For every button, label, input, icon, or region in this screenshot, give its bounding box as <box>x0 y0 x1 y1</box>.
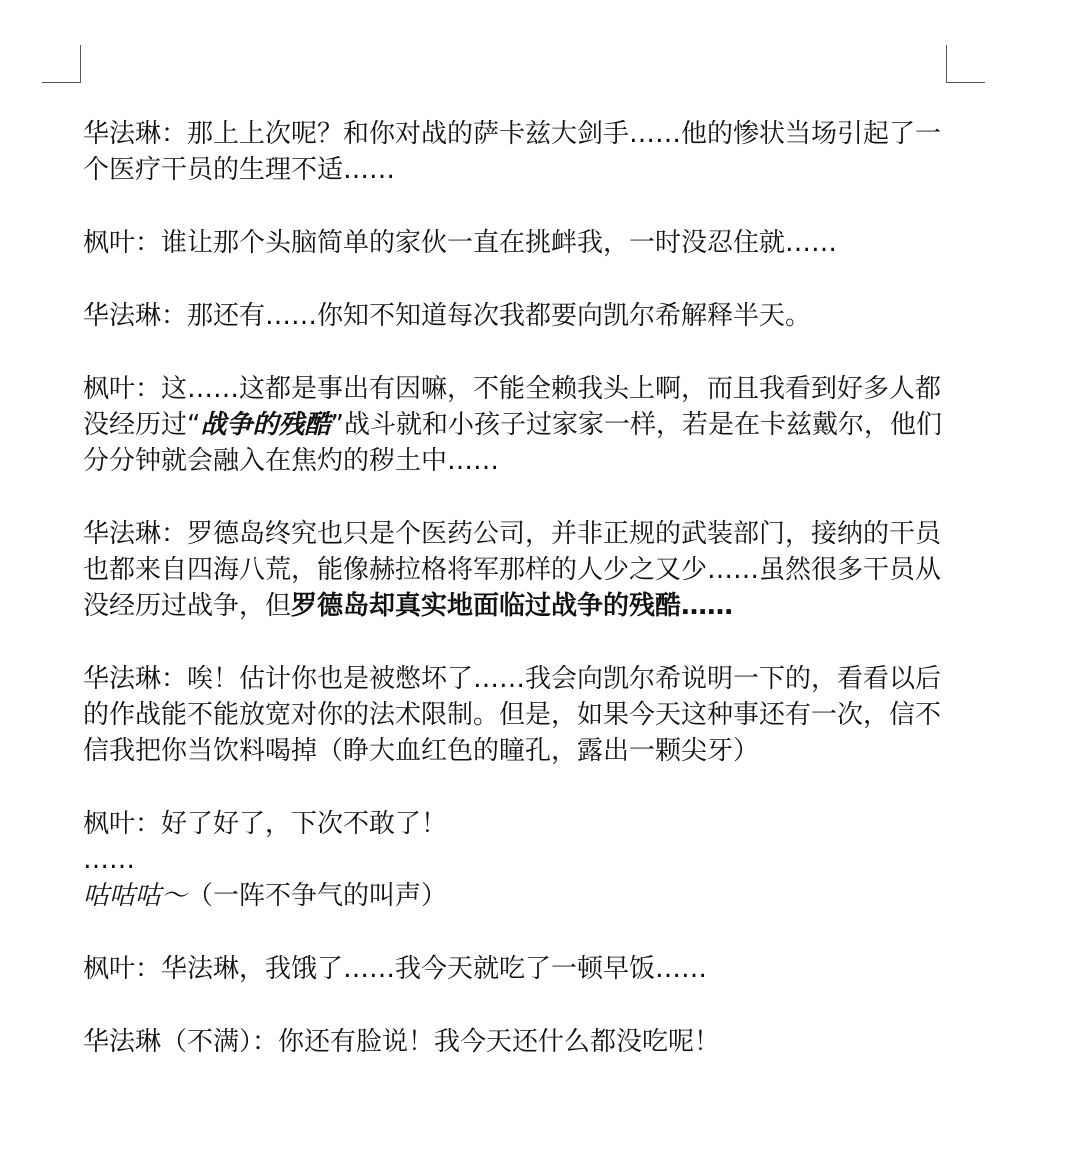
paragraph-4 <box>83 371 949 479</box>
paragraph-9 <box>83 878 949 914</box>
paragraph-1-text: 华法琳：那上上次呢？和你对战的萨卡兹大剑手……他的惨状当场引起了一个医疗干员的生理不适…… <box>83 119 942 185</box>
paragraph-4-text-start: 枫叶：这……这都是事出有因嘛，不能全赖我头上啊，而且我看到好多人都没经历过“ <box>83 374 942 440</box>
paragraph-9-italic: 咕咕咕～ <box>83 881 188 911</box>
paragraph-4-emphasis: 战争的残酷 <box>200 410 331 440</box>
paragraph-6 <box>83 661 949 769</box>
paragraph-2-text: 枫叶：谁让那个头脑简单的家伙一直在挑衅我，一时没忍住就…… <box>83 228 838 258</box>
paragraph-3-text: 华法琳：那还有……你知不知道每次我都要向凯尔希解释半天。 <box>83 301 812 331</box>
paragraph-5 <box>83 516 949 624</box>
paragraph-3 <box>83 298 949 334</box>
paragraph-2 <box>83 225 949 261</box>
paragraph-11-text: 华法琳（不满）：你还有脸说！我今天还什么都没吃呢！ <box>83 1027 721 1057</box>
paragraph-4-text-end: ”战斗就和小孩子过家家一样，若是在卡兹戴尔，他们分分钟就会融入在焦灼的秽土中…… <box>83 410 942 476</box>
paragraph-7 <box>83 806 949 842</box>
crop-mark-left <box>42 45 81 83</box>
paragraph-9-text: （一阵不争气的叫声） <box>187 881 448 911</box>
crop-mark-right <box>946 45 985 83</box>
paragraph-8-text: …… <box>83 845 135 875</box>
paragraph-10 <box>83 951 949 987</box>
paragraph-11 <box>83 1024 949 1060</box>
paragraph-5-bold: 罗德岛却真实地面临过战争的残酷…… <box>291 591 734 621</box>
paragraph-1 <box>83 116 949 188</box>
paragraph-10-text: 枫叶：华法琳，我饿了……我今天就吃了一顿早饭…… <box>83 954 708 984</box>
paragraph-8 <box>83 842 949 878</box>
paragraph-5-text: 华法琳：罗德岛终究也只是个医药公司，并非正规的武装部门，接纳的干员也都来自四海八荒，能像赫拉格将军那样的人少之又少……虽然很多干员从没经历过战争，但 <box>83 519 942 621</box>
paragraph-6-text: 华法琳：唉！估计你也是被憋坏了……我会向凯尔希说明一下的，看看以后的作战能不能放宽对你的法术限制。但是，如果今天这种事还有一次，信不信我把你当饮料喝掉（睁大血红色的瞳孔，露出一颗尖牙） <box>83 664 942 766</box>
paragraph-7-text: 枫叶：好了好了，下次不敢了！ <box>83 809 448 839</box>
document-body <box>83 116 949 1097</box>
